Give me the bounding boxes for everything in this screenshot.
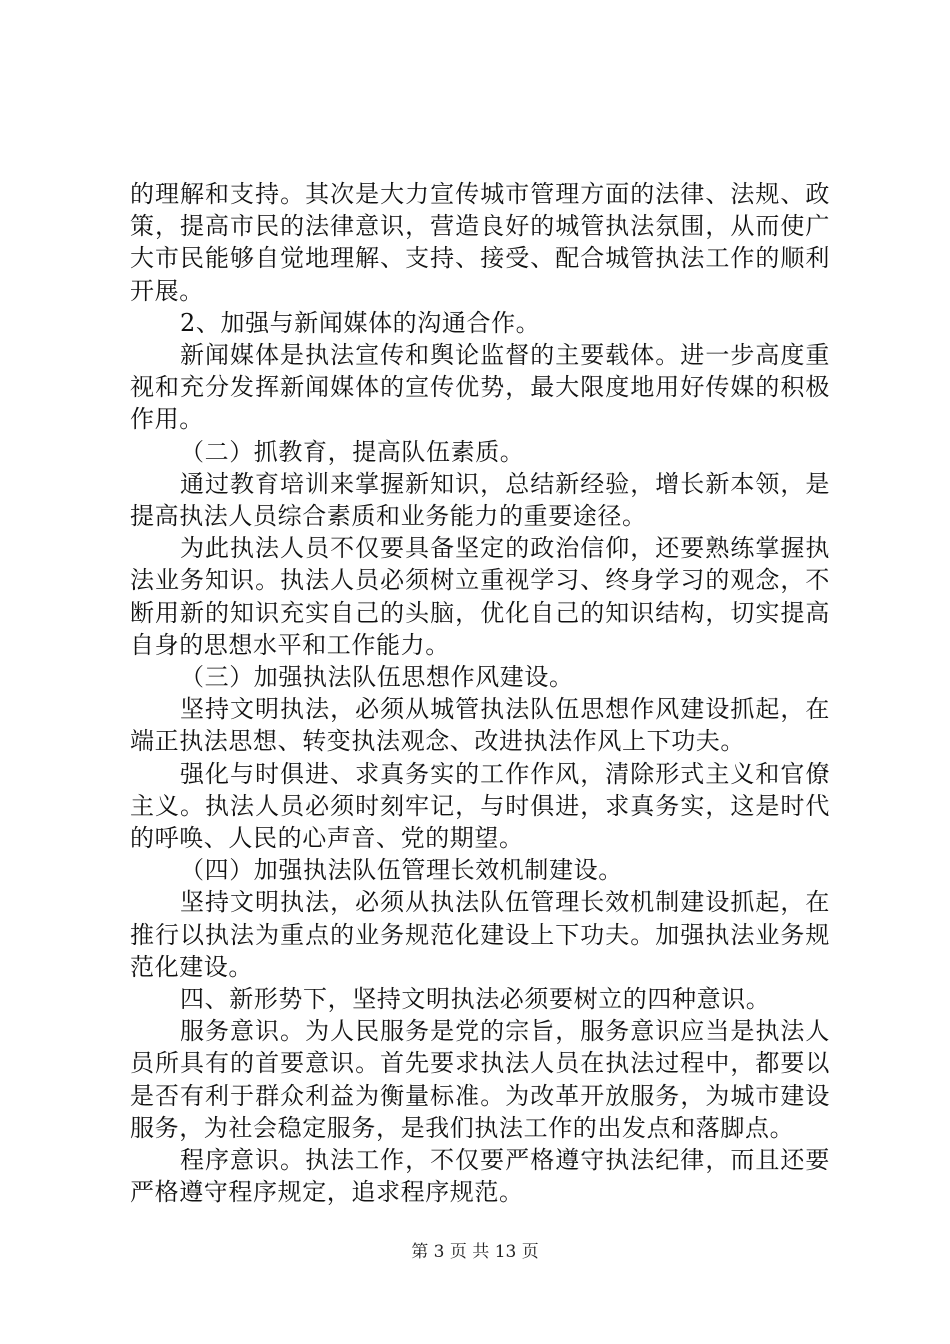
- paragraph: 程序意识。执法工作，不仅要严格遵守执法纪律，而且还要严格遵守程序规定，追求程序规范。: [130, 1146, 830, 1207]
- paragraph: 坚持文明执法，必须从执法队伍管理长效机制建设抓起，在推行以执法为重点的业务规范化建设上下功夫。加强执法业务规范化建设。: [130, 888, 830, 981]
- document-body: [130, 178, 830, 1209]
- section-heading: （三）加强执法队伍思想作风建设。: [180, 663, 574, 692]
- paragraph: 服务意识。为人民服务是党的宗旨，服务意识应当是执法人员所具有的首要意识。首先要求执法人员在执法过程中，都要以是否有利于群众利益为衡量标准。为改革开放服务，为城市建设服务，为社会稳定服务，是我们执法工作的出发点和落脚点。: [130, 1017, 830, 1142]
- section-heading: 四、新形势下，坚持文明执法必须要树立的四种意识。: [180, 985, 771, 1014]
- paragraph: 为此执法人员不仅要具备坚定的政治信仰，还要熟练掌握执法业务知识。执法人员必须树立重视学习、终身学习的观念，不断用新的知识充实自己的头脑，优化自己的知识结构，切实提高自身的思想水平和工作能力。: [130, 534, 830, 659]
- paragraph: 的理解和支持。其次是大力宣传城市管理方面的法律、法规、政策，提高市民的法律意识，营造良好的城管执法氛围，从而使广大市民能够自觉地理解、支持、接受、配合城管执法工作的顺利开展。: [130, 180, 830, 305]
- section-heading: 2、加强与新闻媒体的沟通合作。: [180, 308, 541, 337]
- paragraph: 强化与时俱进、求真务实的工作作风，清除形式主义和官僚主义。执法人员必须时刻牢记，与时俱进，求真务实，这是时代的呼唤、人民的心声音、党的期望。: [130, 759, 830, 853]
- section-heading: （四）加强执法队伍管理长效机制建设。: [180, 856, 623, 885]
- page-number-footer: 第 3 页 共 13 页: [411, 1242, 539, 1262]
- section-heading: （二）抓教育，提高队伍素质。: [180, 437, 525, 466]
- paragraph: 新闻媒体是执法宣传和舆论监督的主要载体。进一步高度重视和充分发挥新闻媒体的宣传优势，最大限度地用好传媒的积极作用。: [130, 341, 830, 434]
- paragraph: 通过教育培训来掌握新知识，总结新经验，增长新本领，是提高执法人员综合素质和业务能力的重要途径。: [130, 469, 830, 531]
- paragraph: 坚持文明执法，必须从城管执法队伍思想作风建设抓起，在端正执法思想、转变执法观念、改进执法作风上下功夫。: [130, 695, 830, 756]
